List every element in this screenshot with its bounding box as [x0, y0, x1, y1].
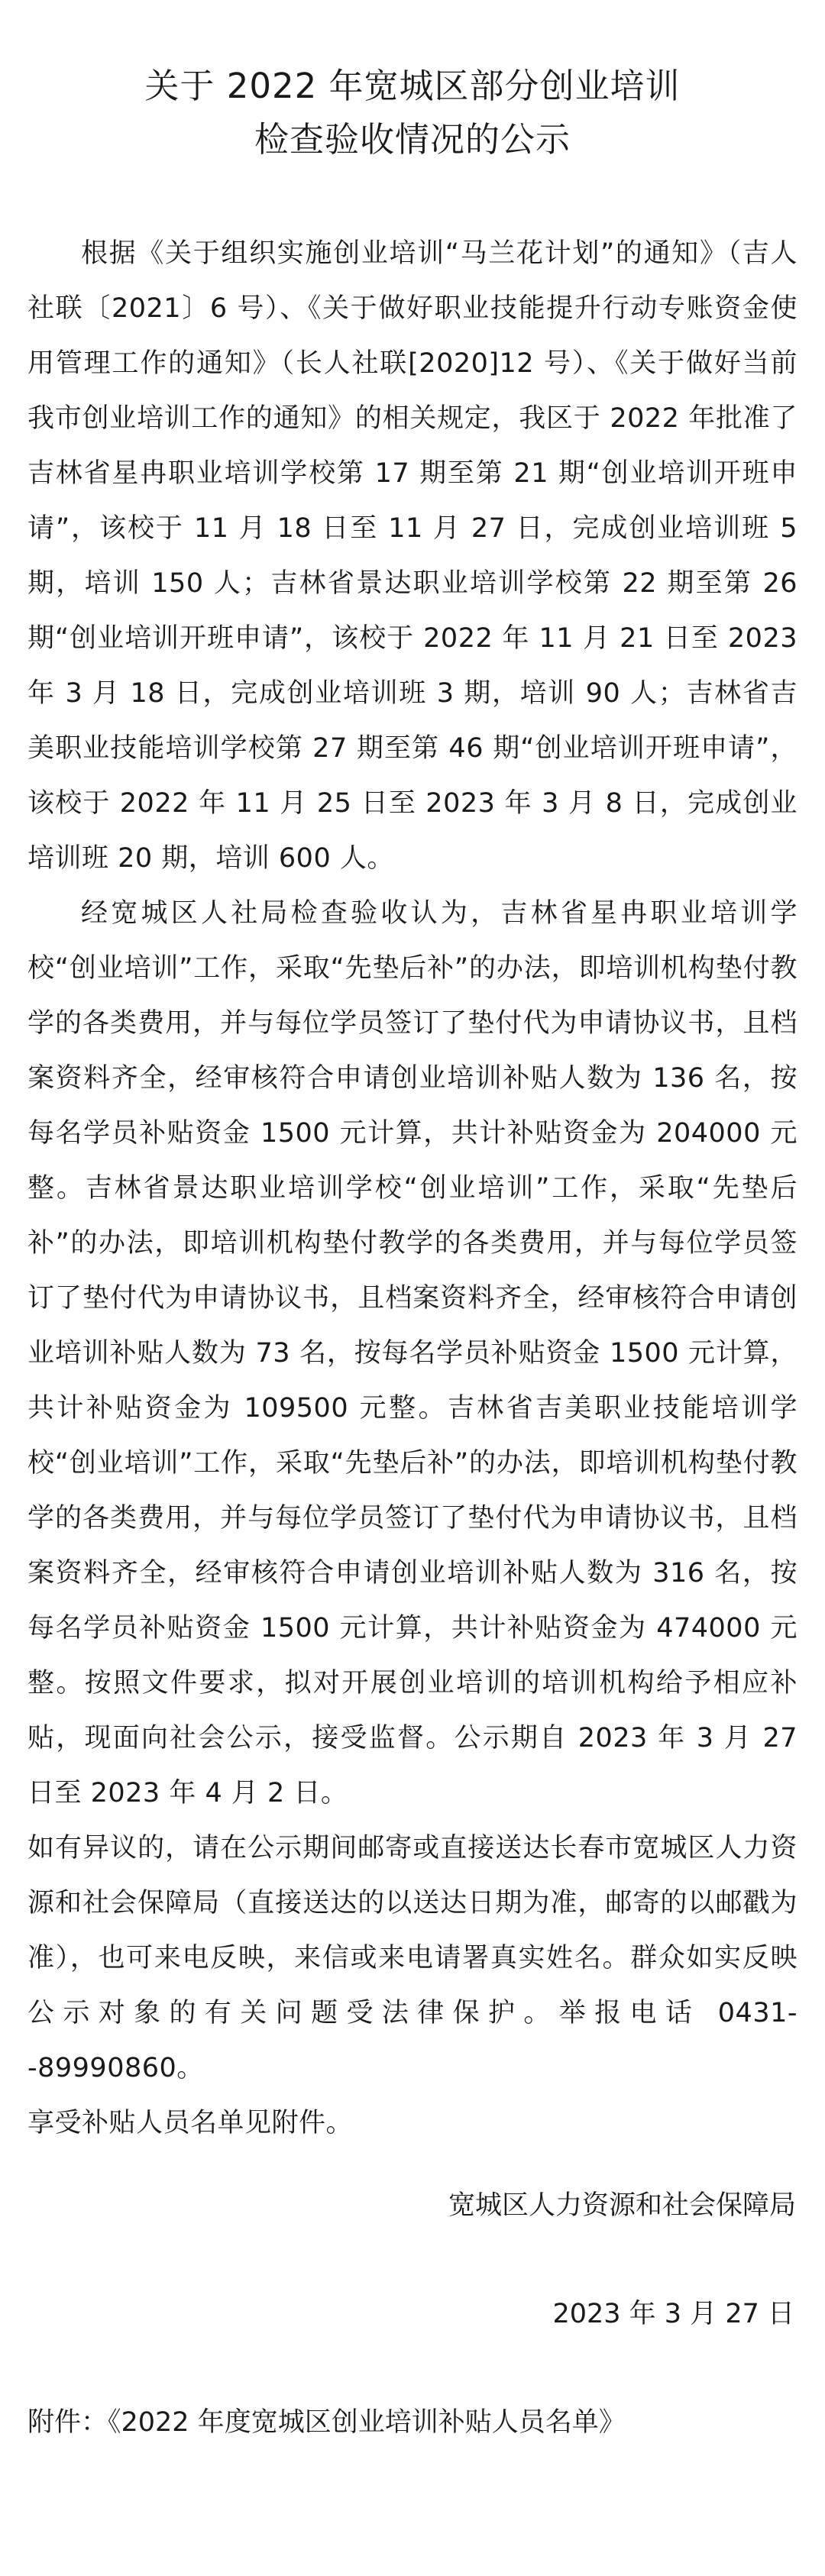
- notice-body: [28, 226, 798, 2151]
- attachment-line: 附件：《2022 年度宽城区创业培训补贴人员名单》: [28, 2407, 626, 2438]
- paragraph-objection: 如有异议的，请在公示期间邮寄或直接送达长春市宽城区人力资源和社会保障局（直接送达的以送达日期为准，邮寄的以邮戳为准），也可来电反映，来信或来电请署真实姓名。群众如实反映公示对象的有关问题受法律保护。举报电话 0431--89990860。: [28, 1833, 798, 2083]
- paragraph-attachment-note: 享受补贴人员名单见附件。: [28, 2108, 354, 2138]
- title-line-2: 检查验收情况的公示: [254, 119, 571, 160]
- title-line-1: 关于 2022 年宽城区部分创业培训: [144, 66, 681, 106]
- paragraph-basis: 根据《关于组织实施创业培训“马兰花计划”的通知》（吉人社联〔2021〕6 号）、《关于做好职业技能提升行动专账资金使用管理工作的通知》（长人社联[2020]12 号）、《关于做好当前我市创业培训工作的通知》的相关规定，我区于 2022 年批准了吉林省星冉职业培训学校第 17 期至第 21 期“创业培训开班申请”，该校于 11 月 18 日至 11 月 27 日，完成创业培训班 5 期，培训 150 人；吉林省景达职业培训学校第 22 期至第 26 期“创业培训开班申请”，该校于 2022 年 11 月 21 日至 2023 年 3 月 18 日，完成创业培训班 3 期，培训 90 人；吉林省吉美职业技能培训学校第 27 期至第 46 期“创业培训开班申请”，该校于 2022 年 11 月 25 日至 2023 年 3 月 8 日，完成创业培训班 20 期，培训 600 人。: [28, 238, 798, 874]
- page-title: [28, 60, 798, 166]
- issue-date: 2023 年 3 月 27 日: [552, 2299, 794, 2329]
- paragraph-inspection: 经宽城区人社局检查验收认为，吉林省星冉职业培训学校“创业培训”工作，采取“先垫后补”的办法，即培训机构垫付教学的各类费用，并与每位学员签订了垫付代为申请协议书，且档案资料齐全，经审核符合申请创业培训补贴人数为 136 名，按每名学员补贴资金 1500 元计算，共计补贴资金为 204000 元整。吉林省景达职业培训学校“创业培训”工作，采取“先垫后补”的办法，即培训机构垫付教学的各类费用，并与每位学员签订了垫付代为申请协议书，且档案资料齐全，经审核符合申请创业培训补贴人数为 73 名，按每名学员补贴资金 1500 元计算，共计补贴资金为 109500 元整。吉林省吉美职业技能培训学校“创业培训”工作，采取“先垫后补”的办法，即培训机构垫付教学的各类费用，并与每位学员签订了垫付代为申请协议书，且档案资料齐全，经审核符合申请创业培训补贴人数为 316 名，按每名学员补贴资金 1500 元计算，共计补贴资金为 474000 元整。按照文件要求，拟对开展创业培训的培训机构给予相应补贴，现面向社会公示，接受监督。公示期自 2023 年 3 月 27 日至 2023 年 4 月 2 日。: [28, 898, 798, 1808]
- issuer-signature: 宽城区人力资源和社会保障局: [448, 2190, 796, 2221]
